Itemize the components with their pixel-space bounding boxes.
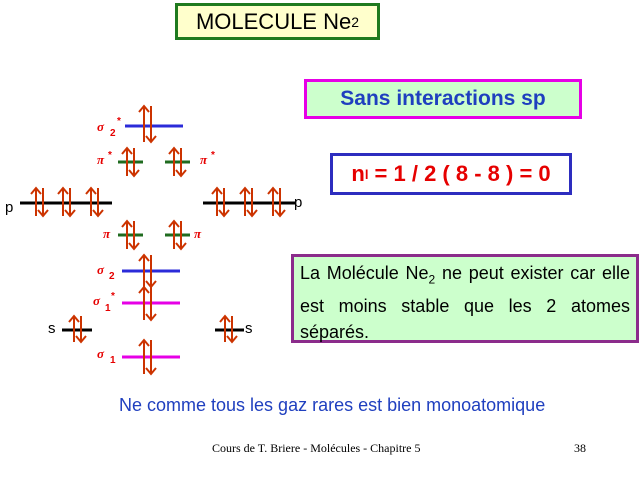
svg-text:*: * (111, 291, 115, 302)
svg-text:σ: σ (97, 346, 105, 361)
electron-pair (139, 106, 156, 142)
svg-text:*: * (211, 150, 215, 161)
pi-right-label: π (194, 226, 202, 241)
svg-text:π: π (97, 152, 105, 167)
atomic-s-right-label: s (245, 320, 253, 337)
svg-text:1: 1 (105, 303, 111, 314)
conclusion-text: Ne comme tous les gaz rares est bien monoatomique (119, 395, 546, 415)
bond-order-prefix-sub: l (364, 166, 369, 182)
title-subscript: 2 (351, 13, 360, 30)
atomic-p-right-label: p (294, 194, 303, 211)
svg-text:σ: σ (93, 293, 101, 308)
svg-text:σ: σ (97, 262, 105, 277)
svg-text:2: 2 (110, 128, 116, 139)
footer-course: Cours de T. Briere - Molécules - Chapitre 5 (212, 441, 421, 455)
pi-star-right-label (200, 150, 215, 167)
atomic-p-left-label: p (5, 199, 14, 216)
footer-page-number: 38 (574, 441, 586, 455)
svg-text:1: 1 (110, 355, 116, 366)
bond-order-formula: = 1 / 2 ( 8 - 8 ) = 0 (368, 161, 551, 186)
atomic-s-left-label: s (48, 320, 56, 337)
pi-left-label: π (103, 226, 111, 241)
sigma1-label (97, 346, 116, 366)
explanation-text-2: ne peut exister car elle est moins stable que les 2 atomes séparés. (300, 263, 630, 342)
title-main: MOLECULE Ne (195, 8, 352, 34)
sigma1-star-label (93, 291, 115, 314)
svg-text:σ: σ (97, 119, 105, 134)
sigma2-label (97, 262, 115, 282)
sigma2-star-label (97, 116, 121, 139)
svg-text:*: * (108, 150, 112, 161)
pi-star-left-label (97, 150, 112, 167)
svg-text:π: π (200, 152, 208, 167)
interaction-box: Sans interactions sp (304, 79, 582, 119)
svg-text:*: * (117, 116, 121, 127)
bond-order-prefix: n (351, 161, 365, 186)
explanation-text-1: La Molécule Ne (300, 263, 429, 283)
explanation-subscript: 2 (428, 272, 436, 287)
svg-text:2: 2 (109, 271, 115, 282)
